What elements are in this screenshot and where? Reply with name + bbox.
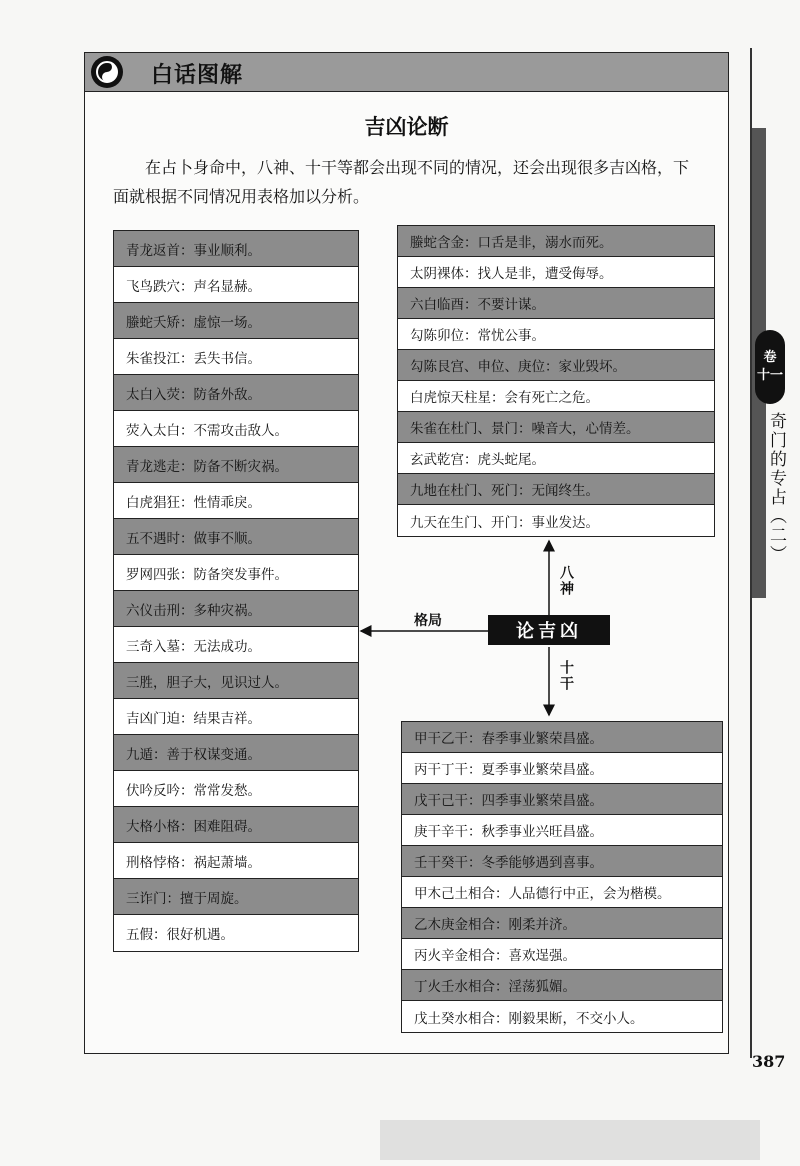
label-shigan: 十干 (558, 660, 574, 692)
table-row: 刑格悖格：祸起萧墙。 (114, 843, 358, 879)
table-row: 螣蛇含金：口舌是非，溺水而死。 (398, 226, 714, 257)
volume-number: 十一 (756, 368, 783, 383)
label-bashen: 八神 (558, 565, 574, 597)
header-bar (85, 53, 728, 92)
bottom-table (401, 721, 723, 1033)
table-row: 荧入太白：不需攻击敌人。 (114, 411, 358, 447)
table-row: 庚干辛干：秋季事业兴旺昌盛。 (402, 815, 722, 846)
header-title: 白话图解 (151, 63, 244, 88)
table-row: 九天在生门、开门：事业发达。 (398, 505, 714, 536)
table-row: 五假：很好机遇。 (114, 915, 358, 951)
table-row: 大格小格：困难阻碍。 (114, 807, 358, 843)
table-row: 勾陈卯位：常忧公事。 (398, 319, 714, 350)
table-row: 三胜，胆子大，见识过人。 (114, 663, 358, 699)
page-number: 387 (752, 1052, 786, 1071)
table-row: 吉凶门迫：结果吉祥。 (114, 699, 358, 735)
table-row: 太阴裸体：找人是非，遭受侮辱。 (398, 257, 714, 288)
label-geju: 格局 (414, 613, 442, 629)
table-row: 丙干丁干：夏季事业繁荣昌盛。 (402, 753, 722, 784)
table-row: 九地在杜门、死门：无闻终生。 (398, 474, 714, 505)
table-row: 玄武乾宫：虎头蛇尾。 (398, 443, 714, 474)
chapter-side-title: 奇门的专占（二） (766, 412, 786, 564)
table-row: 勾陈艮宫、申位、庚位：家业毁坏。 (398, 350, 714, 381)
table-row: 伏吟反吟：常常发愁。 (114, 771, 358, 807)
table-row: 青龙逃走：防备不断灾祸。 (114, 447, 358, 483)
table-row: 飞鸟跌穴：声名显赫。 (114, 267, 358, 303)
left-table (113, 230, 359, 952)
yin-yang-emblem-icon (91, 56, 123, 88)
center-label: 论吉凶 (488, 615, 610, 645)
table-row: 三奇入墓：无法成功。 (114, 627, 358, 663)
volume-label: 卷 (763, 350, 777, 365)
table-row: 戊土癸水相合：刚毅果断，不交小人。 (402, 1001, 722, 1032)
table-row: 螣蛇夭矫：虚惊一场。 (114, 303, 358, 339)
table-row: 朱雀在杜门、景门：噪音大，心情差。 (398, 412, 714, 443)
intro-paragraph: 在占卜身命中，八神、十干等都会出现不同的情况，还会出现很多吉凶格，下面就根据不同情况用表格加以分析。 (113, 158, 690, 206)
table-row: 甲木己土相合：人品德行中正，会为楷模。 (402, 877, 722, 908)
table-row: 六仪击刑：多种灾祸。 (114, 591, 358, 627)
table-row: 青龙返首：事业顺利。 (114, 231, 358, 267)
page-frame (84, 52, 729, 1054)
scan-artifact-band (380, 1120, 760, 1160)
table-row: 太白入荧：防备外敌。 (114, 375, 358, 411)
table-row: 戊干己干：四季事业繁荣昌盛。 (402, 784, 722, 815)
table-row: 丁火壬水相合：淫荡狐媚。 (402, 970, 722, 1001)
table-row: 朱雀投江：丢失书信。 (114, 339, 358, 375)
right-table (397, 225, 715, 537)
table-row: 九遁：善于权谋变通。 (114, 735, 358, 771)
table-row: 甲干乙干：春季事业繁荣昌盛。 (402, 722, 722, 753)
table-row: 五不遇时：做事不顺。 (114, 519, 358, 555)
table-row: 六白临酉：不要计谋。 (398, 288, 714, 319)
page-title: 吉凶论断 (364, 115, 449, 139)
table-row: 壬干癸干：冬季能够遇到喜事。 (402, 846, 722, 877)
table-row: 罗网四张：防备突发事件。 (114, 555, 358, 591)
table-row: 乙木庚金相合：刚柔并济。 (402, 908, 722, 939)
volume-badge (755, 330, 785, 404)
table-row: 白虎猖狂：性情乖戾。 (114, 483, 358, 519)
table-row: 白虎惊天柱星：会有死亡之危。 (398, 381, 714, 412)
table-row: 三诈门：擅于周旋。 (114, 879, 358, 915)
table-row: 丙火辛金相合：喜欢逞强。 (402, 939, 722, 970)
